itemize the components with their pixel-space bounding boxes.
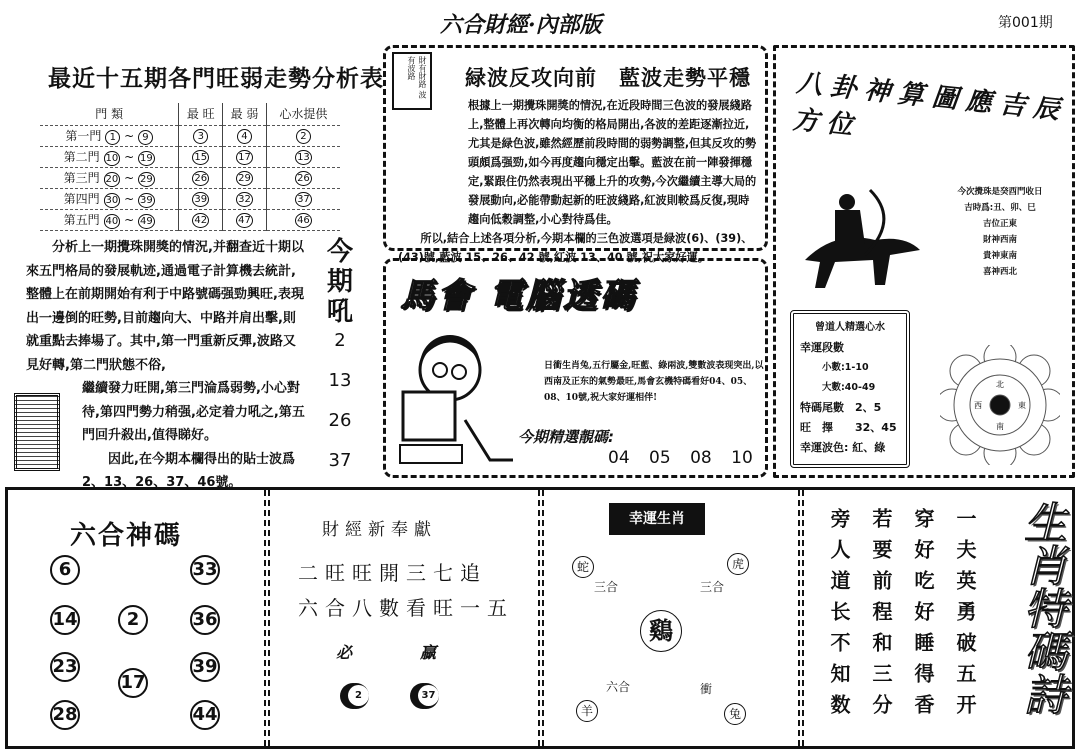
lucky-ball-number: 2: [348, 685, 369, 706]
relation-label: 衝: [700, 682, 713, 696]
hot-label: 旺 擇: [800, 421, 833, 434]
issue-number: 第001期: [998, 15, 1053, 31]
zodiac-goat: 羊: [576, 700, 598, 722]
tip-cell: [266, 188, 340, 209]
cold-cell: [223, 167, 267, 188]
deity-info-line: 今次攪珠是癸酉門收日: [957, 187, 1043, 197]
lucky-ball-number: 37: [418, 685, 439, 706]
range-from: 20: [105, 173, 119, 185]
deity-info-line: 喜神西北: [982, 267, 1017, 277]
tip-cell: [266, 167, 340, 188]
range-dash: ~: [124, 170, 135, 185]
caijing-line: 六合八數看旺一五: [298, 596, 514, 620]
gate-name: 第三門: [63, 170, 100, 185]
divider: [538, 490, 544, 746]
hot-cell: [179, 146, 223, 167]
deity-info-line: 吉時爲:丑、卯、巳: [964, 203, 1036, 213]
tail-label: 特碼尾數: [800, 401, 844, 414]
deity-info: [940, 184, 1060, 280]
cold-number: 32: [238, 193, 251, 205]
table-row: [40, 125, 340, 146]
deity-title: 八卦神算圖應吉辰方位: [791, 68, 1069, 142]
jinqi-number: 26: [328, 410, 352, 431]
zodiac-title: 幸運生肖: [609, 503, 705, 535]
caijing-ying: 贏: [420, 643, 437, 662]
gate-name: 第五門: [63, 212, 100, 227]
lucky-segment-label: 幸運段數: [800, 341, 844, 354]
lucky-panel: [790, 310, 910, 468]
lucky-ball: [413, 683, 439, 709]
range-from: 1: [105, 130, 120, 145]
cold-number: 47: [238, 214, 251, 226]
wave-paragraph: 根據上一期攪珠開獎的情況,在近段時間三色波的發展綫路上,整體上再次轉向均衡的格局開出,各波的差距逐漸拉近,尤其是緑色波,雖然經歷前段時間的弱勢調整,但其反攻的勢頭頗爲强勁,如今再度趨向穩定出擊。藍波在前一陣發揮穩定,緊跟住仍然表現出平穩上升的攻勢,今次繼續主導大局的發展動向,必能帶動起新的旺波綫路,紅波則較爲反復,現時趨向低穀調整,小心對待爲佳。: [468, 99, 757, 226]
zodiac-rabbit: 兔: [724, 703, 746, 725]
range-dash: ~: [124, 191, 135, 206]
analysis-paragraph: 分析上一期攪珠開獎的情況,并翻查近十期以來五門格局的發展軌迹,通過電子計算機去統計,整體上在前期開始有利于中路號碼强勁興旺,表現出一邊倒的旺勢,目前趨向大、中路并肩出擊,則就重點去捧場了。其中,第一門重新反彈,波路又見好轉,第二門狀態不俗,: [26, 240, 304, 373]
col-header: 心水提供: [266, 103, 340, 125]
liuhe-title: 六合神碼: [70, 521, 183, 551]
selected-numbers: [608, 448, 753, 468]
relation-label: 三合: [700, 580, 725, 594]
hot-cell: [179, 209, 223, 230]
bagua-direction: 西: [974, 401, 982, 410]
number-ball: 39: [190, 652, 220, 682]
zodiac-tiger: 虎: [727, 553, 749, 575]
computer-girl-illustration: [395, 330, 515, 470]
wave-paragraph: 所以,結合上述各項分析,今期本欄的三色波選項是緑波(6)、(39)、(43)號,藍波 15、26、42 號,紅波 13、40 號,祝大家好運。: [398, 232, 753, 264]
wave-text: [398, 96, 760, 267]
bagua-diagram: [940, 345, 1060, 465]
tip-cell: [266, 209, 340, 230]
wave-title: 緑波反攻向前 藍波走勢平穩: [465, 66, 751, 90]
deity-info-line: 貴神東南: [982, 251, 1017, 261]
computer-code-title: 馬會 電腦透碼: [400, 276, 637, 316]
lucky-big: 大數:40-49: [822, 382, 876, 393]
hot-number: 42: [194, 214, 208, 226]
col-header: 最 弱: [223, 103, 267, 125]
gate-name: 第二門: [63, 149, 100, 164]
hot-value: 32、45: [855, 421, 897, 434]
relation-label: 三合: [594, 580, 619, 594]
number-ball: 44: [190, 700, 220, 730]
cold-number: 29: [238, 172, 251, 184]
hot-number: 3: [193, 129, 208, 144]
tip-number: 2: [296, 129, 311, 144]
range-from: 10: [105, 152, 119, 164]
range-to: 39: [139, 194, 153, 206]
number-ball: 2: [118, 605, 148, 635]
gate-name: 第一門: [65, 128, 102, 143]
range-from: 40: [105, 215, 119, 227]
range-dash: ~: [124, 212, 135, 227]
col-header: 門 類: [40, 103, 179, 125]
caijing-bi: 必: [336, 643, 353, 662]
range-dash: ~: [124, 149, 135, 164]
archer-horseman-illustration: [795, 180, 925, 290]
gate-cell: [40, 167, 179, 188]
hot-cell: [179, 125, 223, 146]
tip-cell: [266, 125, 340, 146]
stamp: 財有財路 波有波路: [392, 52, 432, 110]
table-title: 最近十五期各門旺弱走勢分析表: [48, 65, 384, 92]
range-from: 30: [105, 194, 119, 206]
hot-number: 26: [194, 172, 208, 184]
tip-number: 26: [297, 172, 310, 184]
hot-number: 39: [194, 193, 208, 205]
selected-numbers-label: 今期精選靚碼:: [518, 428, 614, 446]
lucky-small: 小數:1-10: [822, 362, 869, 373]
selected-number: 08: [690, 448, 712, 468]
divider: [798, 490, 804, 746]
analysis-paragraph: 繼續發力旺開,第三門淪爲弱勢,小心對待,第四門勢力稍强,必定着力吼之,第五門回升殺出,值得睇好。: [82, 381, 305, 443]
cold-cell: [223, 146, 267, 167]
number-ball: 23: [50, 652, 80, 682]
table-row: [40, 167, 340, 188]
deity-info-line: 吉位正東: [982, 219, 1017, 229]
analysis-text: [26, 236, 306, 495]
poem-column: 穿好吃好睡得香: [911, 508, 935, 725]
selected-number: 10: [731, 448, 753, 468]
bagua-direction: 東: [1018, 401, 1026, 410]
range-to: 19: [139, 152, 153, 164]
masthead-title: 六合財經·內部版: [440, 12, 602, 38]
hot-cell: [179, 188, 223, 209]
range-dash: ~: [124, 128, 135, 143]
jinqi-number: 2: [334, 330, 346, 351]
number-ball: 6: [50, 555, 80, 585]
selected-number: 05: [649, 448, 671, 468]
number-ball: 17: [118, 668, 148, 698]
range-to: 29: [139, 173, 153, 185]
zodiac-snake: 蛇: [572, 556, 594, 578]
tip-number: 13: [297, 151, 310, 163]
deity-info-line: 財神西南: [982, 235, 1017, 245]
cold-number: 4: [237, 129, 252, 144]
col-header: 最 旺: [179, 103, 223, 125]
table-row: [40, 188, 340, 209]
caijing-title: 財經新奉獻: [322, 520, 437, 540]
lucky-ball: [343, 683, 369, 709]
gate-cell: [40, 146, 179, 167]
lucky-title: 曾道人精選心水: [815, 322, 885, 333]
gate-cell: [40, 209, 179, 230]
gate-cell: [40, 188, 179, 209]
number-ball: 14: [50, 605, 80, 635]
cold-cell: [223, 188, 267, 209]
tip-number: 46: [297, 214, 310, 226]
cold-cell: [223, 125, 267, 146]
cold-cell: [223, 209, 267, 230]
computer-code-text: 日衝生肖兔,五行屬金,旺藍、綠兩波,雙數波表现突出,以西南及正东的氣勢最旺,馬會玄機特碼看好04、05、08、10號,祝大家好運相伴!: [544, 361, 764, 403]
color-value: 紅、綠: [852, 441, 886, 454]
selected-number: 04: [608, 448, 630, 468]
jinqi-number: 13: [328, 370, 352, 391]
bagua-direction: 南: [996, 422, 1004, 431]
tip-cell: [266, 146, 340, 167]
bagua-direction: 北: [996, 380, 1004, 389]
poem-column: 一夫英勇破五开: [953, 508, 977, 725]
poem-column: 旁人道长不知数: [827, 508, 851, 725]
hot-cell: [179, 167, 223, 188]
caijing-line: 二旺旺開三七追: [298, 561, 487, 585]
hot-number: 15: [194, 151, 208, 163]
tail-value: 2、5: [855, 401, 882, 414]
range-to: 9: [138, 130, 153, 145]
table-row: [40, 209, 340, 230]
poem-column: 若要前程和三分: [869, 508, 893, 725]
divider: [264, 490, 270, 746]
tip-number: 37: [297, 193, 310, 205]
deity-illustration: [14, 393, 60, 471]
range-to: 49: [139, 215, 153, 227]
jinqi-label: 今期吼: [326, 237, 353, 327]
poem: [818, 508, 986, 738]
cold-number: 17: [238, 151, 251, 163]
gate-name: 第四門: [63, 191, 100, 206]
number-ball: 33: [190, 555, 220, 585]
color-label: 幸運波色:: [800, 441, 849, 454]
analysis-paragraph: 因此,在今期本欄得出的貼士波爲2、13、26、37、46號。: [82, 451, 295, 490]
gate-cell: [40, 125, 179, 146]
gate-analysis-table: [40, 103, 340, 231]
zodiac-center: 鷄: [640, 610, 682, 652]
number-ball: 28: [50, 700, 80, 730]
table-row: [40, 146, 340, 167]
jinqi-number: 37: [328, 450, 352, 471]
number-ball: 36: [190, 605, 220, 635]
poem-title: 生肖特碼詩: [1017, 500, 1067, 715]
relation-label: 六合: [606, 680, 631, 694]
